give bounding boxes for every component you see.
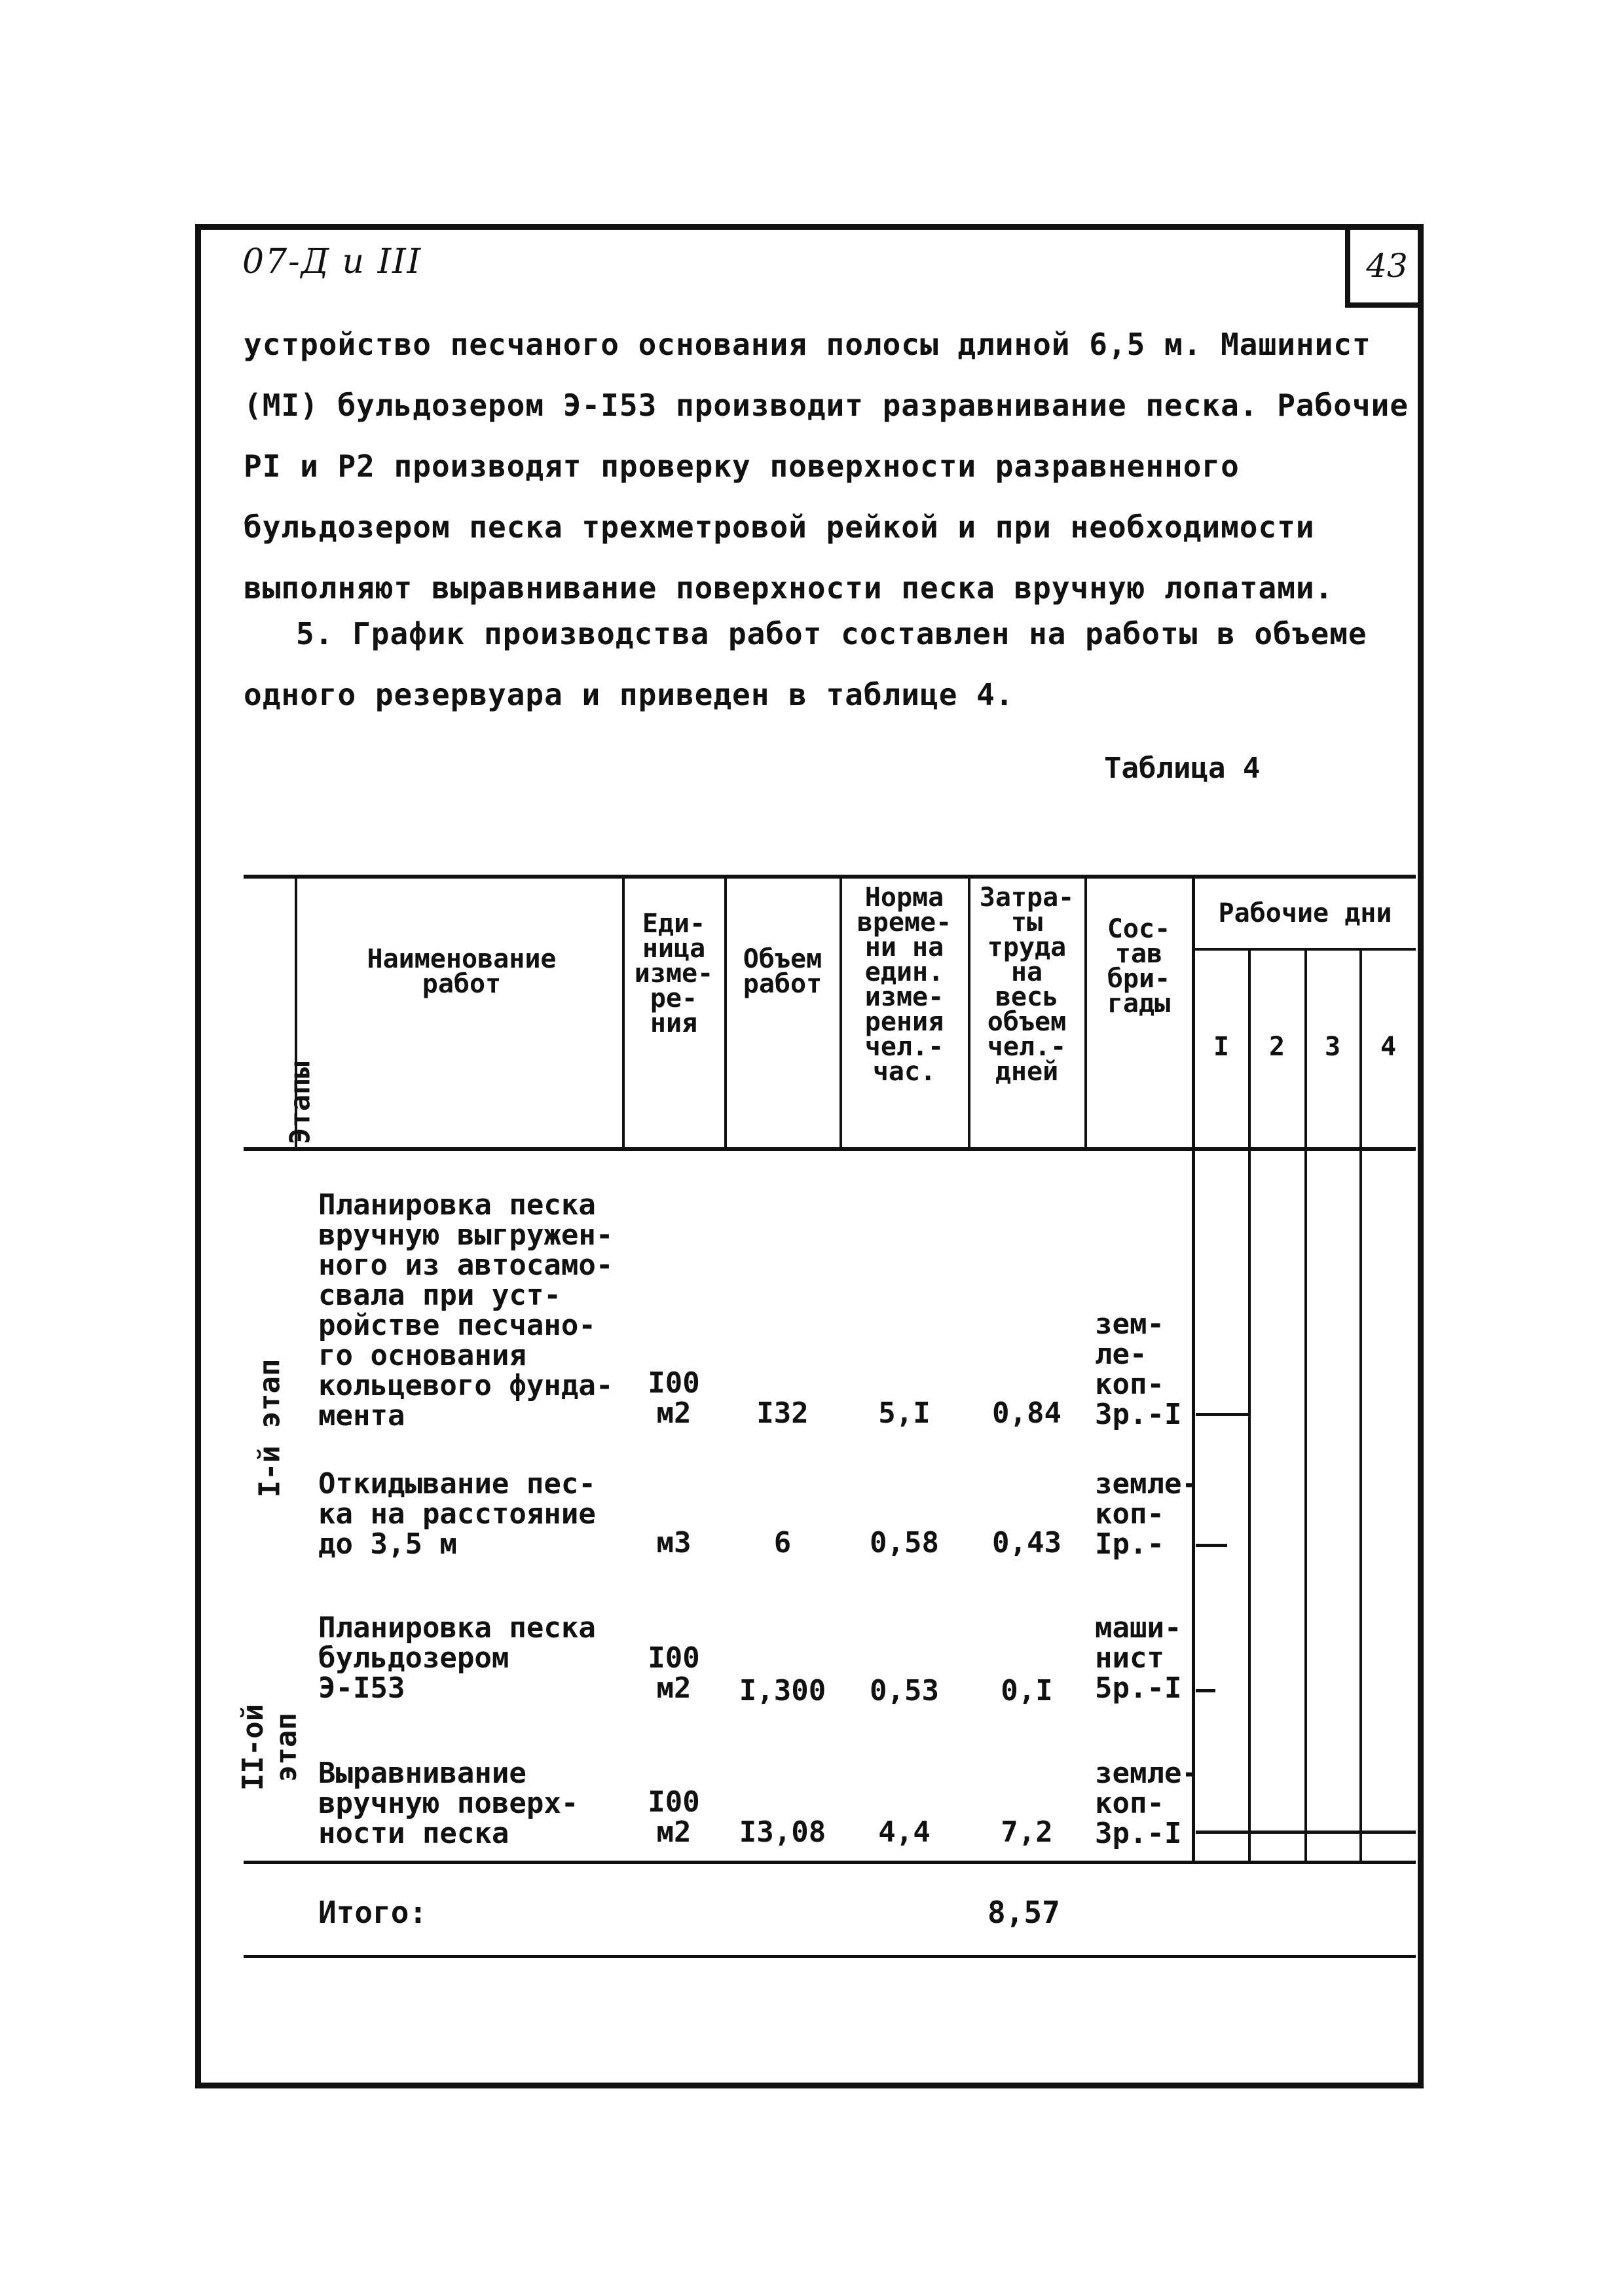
row-4-volume: I3,08 <box>739 1815 826 1849</box>
paragraph-1: устройство песчаного основания полосы длиной 6,5 м. Машинист (МI) бульдозером Э-I53 производит разравнивание песка. Рабочие РI и Р2 производят проверку поверхности разравненного бульдозером песка трехметровой рейкой и при необходимости выполняют выравнивание поверхности песка вручную лопатами. <box>244 327 1409 606</box>
header-name: Наименование работ <box>367 944 557 999</box>
col-rule-day-3 <box>1304 948 1307 1861</box>
total-bottom-rule <box>244 1955 1416 1958</box>
row-1-crew: зем- ле- коп- 3р.-I <box>1095 1307 1182 1431</box>
header-unit: Еди- ница изме- ре- ния <box>634 909 714 1038</box>
row-2-unit: м3 <box>656 1526 692 1559</box>
row-4-crew: земле- коп- 3р.-I <box>1095 1757 1199 1850</box>
row-2-schedule-bar <box>1196 1544 1227 1547</box>
row-2-name: Откидывание пес- ка на расстояние до 3,5 м <box>318 1467 596 1561</box>
row-2-crew: земле- коп- Iр.- <box>1095 1467 1199 1561</box>
col-rule-volume <box>724 879 727 1147</box>
row-2-labor: 0,43 <box>992 1526 1061 1559</box>
row-4-labor: 7,2 <box>1001 1815 1053 1849</box>
row-3-crew: маши- нист 5р.-I <box>1095 1611 1182 1705</box>
row-1-schedule-bar <box>1196 1413 1248 1416</box>
header-bottom-rule <box>244 1147 1416 1151</box>
header-crew: Сос- тав бри- гады <box>1107 914 1171 1019</box>
header-day-4: 4 <box>1380 1032 1397 1062</box>
stage-label-2: II-ой этап <box>236 1704 303 1791</box>
row-3-unit: I00 м2 <box>648 1641 700 1705</box>
row-2-volume: 6 <box>773 1526 792 1559</box>
row-3-norm: 0,53 <box>870 1674 939 1707</box>
row-1-norm: 5,I <box>878 1396 931 1430</box>
table-top-rule <box>244 875 1416 879</box>
row-4-norm: 4,4 <box>878 1815 931 1849</box>
row-1-name: Планировка песка вручную выгружен- ного из автосамо- свала при уст- ройстве песчано- го основания кольцевого фунда- мента <box>318 1188 614 1432</box>
total-value: 8,57 <box>987 1895 1060 1930</box>
row-3-schedule-bar <box>1196 1689 1215 1692</box>
header-labor: Затра- ты труда на весь объем чел.- дней <box>979 883 1075 1087</box>
header-volume: Объем работ <box>743 944 822 999</box>
paragraph-2: 5. График производства работ составлен на работы в объеме одного резервуара и приведен в таблице 4. <box>244 616 1367 712</box>
row-3-volume: I,300 <box>739 1674 826 1707</box>
header-days: Рабочие дни <box>1218 898 1392 928</box>
days-header-rule <box>1192 948 1416 951</box>
header-day-3: 3 <box>1324 1032 1341 1062</box>
header-stages: Этапы <box>284 1061 316 1144</box>
col-rule-day-2 <box>1248 948 1251 1861</box>
row-4-name: Выравнивание вручную поверх- ности песка <box>318 1757 579 1850</box>
row-1-volume: I32 <box>756 1396 809 1430</box>
total-label: Итого: <box>318 1895 428 1930</box>
row-3-name: Планировка песка бульдозером Э-I53 <box>318 1611 596 1705</box>
row-4-unit: I00 м2 <box>648 1785 700 1849</box>
page-number: 43 <box>1345 229 1424 308</box>
stage-label-1: I-й этап <box>253 1358 287 1498</box>
header-day-1: I <box>1213 1032 1230 1062</box>
header-norm: Норма време- ни на един. изме- рения чел.- час. <box>857 883 952 1087</box>
row-1-labor: 0,84 <box>992 1396 1061 1430</box>
header-day-2: 2 <box>1268 1032 1285 1062</box>
body-bottom-rule <box>244 1861 1416 1864</box>
row-1-unit: I00 м2 <box>648 1366 700 1430</box>
row-2-norm: 0,58 <box>870 1526 939 1559</box>
table-caption: Таблица 4 <box>1104 752 1261 785</box>
row-3-labor: 0,I <box>1001 1674 1053 1707</box>
row-4-schedule-bar <box>1196 1831 1416 1834</box>
col-rule-day-4 <box>1359 948 1362 1861</box>
document-code: 07-Д и III <box>242 242 422 282</box>
